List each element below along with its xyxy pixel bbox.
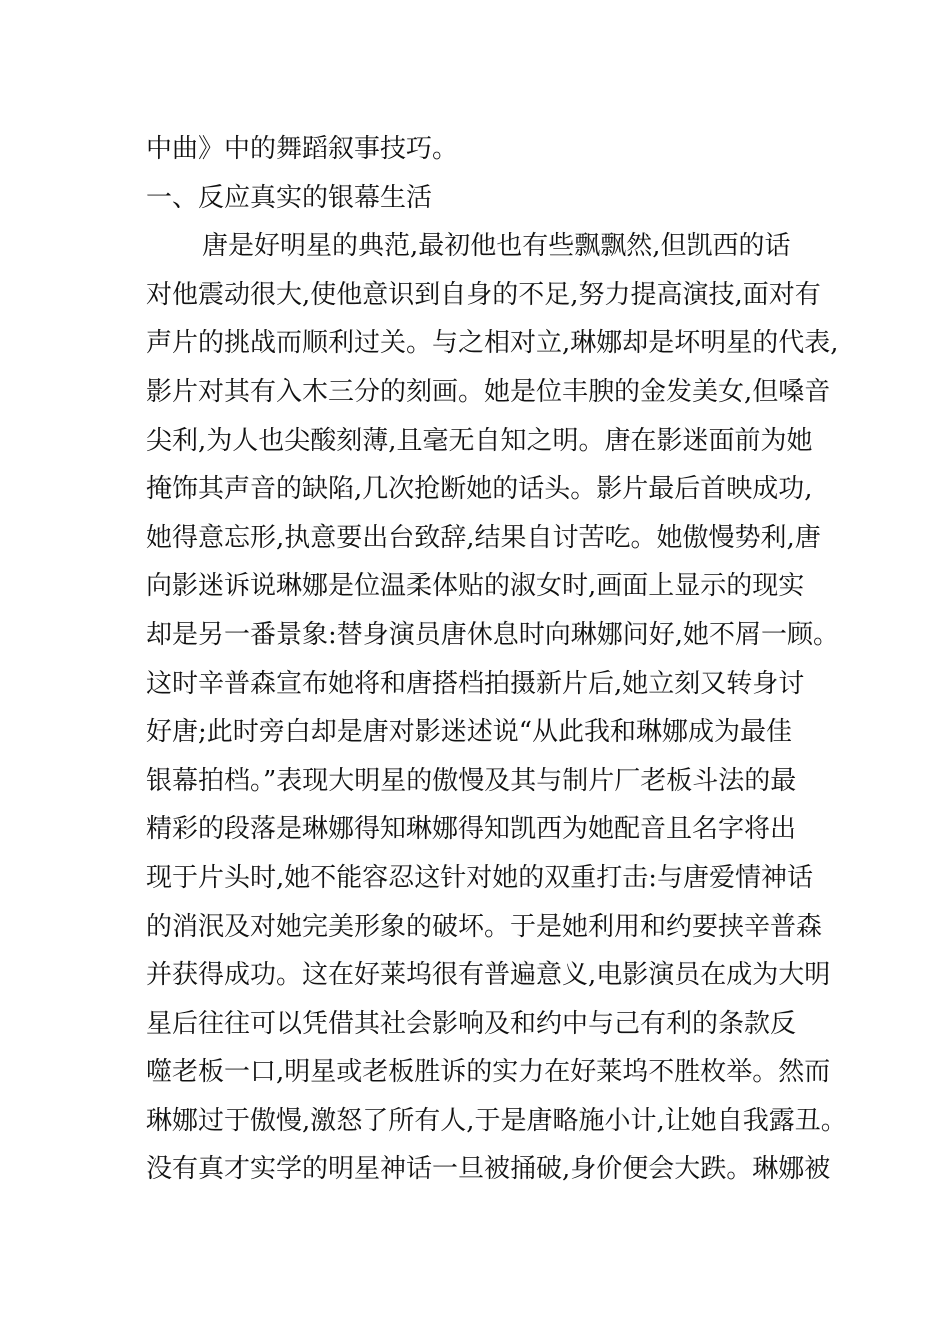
text-line: 却是另一番景象:替身演员唐休息时向琳娜问好,她不屑一顾。 — [146, 619, 840, 650]
text-line: 中曲》中的舞蹈叙事技巧。 — [146, 134, 459, 164]
body-text — [146, 125, 847, 1194]
text-line: 银幕拍档。”表现大明星的傲慢及其与制片厂老板斗法的最 — [146, 765, 797, 796]
text-line: 她得意忘形,执意要出台致辞,结果自讨苦吃。她傲慢势利,唐 — [146, 522, 821, 553]
text-line: 好唐;此时旁白却是唐对影迷述说“从此我和琳娜成为最佳 — [146, 717, 793, 748]
text-line: 琳娜过于傲慢,激怒了所有人,于是唐略施小计,让她自我露丑。 — [146, 1105, 847, 1136]
text-line: 向影迷诉说琳娜是位温柔体贴的淑女时,画面上显示的现实 — [146, 571, 805, 602]
text-line: 星后往往可以凭借其社会影响及和约中与己有利的条款反 — [146, 1008, 797, 1039]
text-line: 噬老板一口,明星或老板胜诉的实力在好莱坞不胜枚举。然而 — [146, 1057, 831, 1088]
text-line: 这时辛普森宣布她将和唐搭档拍摄新片后,她立刻又转身讨 — [146, 668, 805, 699]
text-line: 没有真才实学的明星神话一旦被捅破,身价便会大跌。琳娜被 — [146, 1154, 831, 1185]
text-line: 影片对其有入木三分的刻画。她是位丰腴的金发美女,但嗓音 — [146, 376, 831, 407]
text-line: 精彩的段落是琳娜得知琳娜得知凯西为她配音且名字将出 — [146, 814, 797, 845]
text-line: 尖利,为人也尖酸刻薄,且毫无自知之明。唐在影迷面前为她 — [146, 425, 813, 456]
text-line: 掩饰其声音的缺陷,几次抢断她的话头。影片最后首映成功, — [146, 474, 813, 505]
text-line: 唐是好明星的典范,最初他也有些飘飘然,但凯西的话 — [202, 231, 791, 262]
text-line: 现于片头时,她不能容忍这针对她的双重打击:与唐爱情神话 — [146, 862, 814, 893]
text-line: 的消泯及对她完美形象的破坏。于是她利用和约要挟辛普森 — [146, 911, 823, 942]
text-line: 对他震动很大,使他意识到自身的不足,努力提高演技,面对有 — [146, 279, 821, 310]
section-heading: 一、反应真实的银幕生活 — [146, 182, 433, 213]
text-line: 并获得成功。这在好莱坞很有普遍意义,电影演员在成为大明 — [146, 960, 831, 991]
text-line: 声片的挑战而顺利过关。与之相对立,琳娜却是坏明星的代表, — [146, 328, 839, 359]
